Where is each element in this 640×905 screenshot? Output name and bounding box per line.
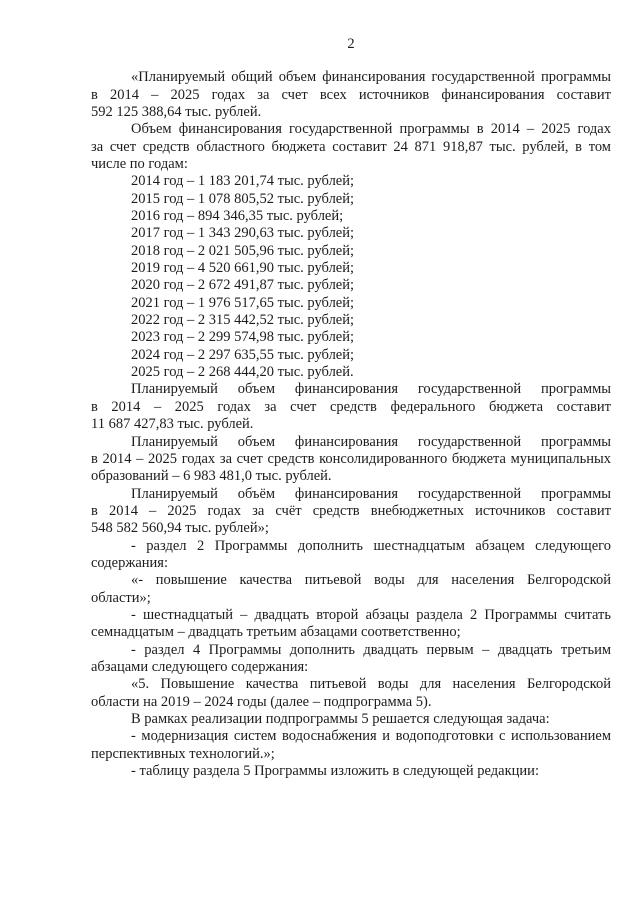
paragraph-quote — [91, 676, 611, 711]
year-item — [91, 277, 611, 294]
text-line: Планируемый объем финансирования государственной программы — [131, 381, 611, 398]
text-line: 2020 год – 2 672 491,87 тыс. рублей; — [131, 277, 355, 294]
text-line: 2025 год – 2 268 444,20 тыс. рублей. — [131, 364, 354, 381]
year-item — [91, 312, 611, 329]
text-line: 2018 год – 2 021 505,96 тыс. рублей; — [131, 242, 355, 259]
year-item — [91, 260, 611, 277]
text-line: 2014 год – 1 183 201,74 тыс. рублей; — [131, 173, 355, 190]
year-item — [91, 295, 611, 312]
paragraph-federal-budget — [91, 381, 611, 433]
year-item — [91, 225, 611, 242]
text-line: 2016 год – 894 346,35 тыс. рублей; — [131, 208, 344, 225]
text-line: 592 125 388,64 тыс. рублей. — [91, 103, 262, 120]
text-line: абзацами следующего содержания: — [91, 658, 309, 675]
text-line: в 2014 – 2025 годах за счет всех источников финансирования составит — [91, 86, 611, 103]
text-line: - раздел 4 Программы дополнить двадцать первым – двадцать третьим — [131, 641, 611, 658]
text-line: «- повышение качества питьевой воды для населения Белгородской — [131, 572, 611, 589]
text-line: содержания: — [91, 554, 169, 571]
text-line: области»; — [91, 589, 151, 606]
text-line: В рамках реализации подпрограммы 5 решается следующая задача: — [131, 711, 550, 728]
year-item — [91, 347, 611, 364]
text-line: за счет средств областного бюджета составит 24 871 918,87 тыс. рублей, в том — [91, 138, 611, 155]
document-body — [91, 69, 611, 780]
paragraph-quote — [91, 711, 611, 728]
text-line: 2023 год – 2 299 574,98 тыс. рублей; — [131, 329, 355, 346]
year-item — [91, 191, 611, 208]
text-line: «Планируемый общий объем финансирования государственной программы — [131, 69, 611, 86]
year-item — [91, 329, 611, 346]
text-line: - шестнадцатый – двадцать второй абзацы раздела 2 Программы считать — [131, 606, 611, 623]
paragraph-amendment — [91, 538, 611, 573]
text-line: области на 2019 – 2024 годы (далее – подпрограмма 5). — [91, 693, 432, 710]
text-line: Планируемый объем финансирования государственной программы — [131, 433, 611, 450]
paragraph-amendment — [91, 763, 611, 780]
text-line: в 2014 – 2025 годах за счет средств федерального бюджета составит — [91, 398, 611, 415]
text-line: - модернизация систем водоснабжения и водоподготовки с использованием — [131, 728, 611, 745]
paragraph-amendment — [91, 607, 611, 642]
year-item — [91, 364, 611, 381]
year-item — [91, 208, 611, 225]
text-line: 2019 год – 4 520 661,90 тыс. рублей; — [131, 260, 355, 277]
year-item — [91, 243, 611, 260]
year-item — [91, 173, 611, 190]
paragraph-amendment — [91, 642, 611, 677]
text-line: перспективных технологий.»; — [91, 745, 275, 762]
paragraph-total-funding — [91, 69, 611, 121]
text-line: Объем финансирования государственной программы в 2014 – 2025 годах — [131, 121, 611, 138]
text-line: «5. Повышение качества питьевой воды для населения Белгородской — [131, 676, 611, 693]
text-line: семнадцатым – двадцать третьим абзацами соответственно; — [91, 624, 461, 641]
text-line: - таблицу раздела 5 Программы изложить в следующей редакции: — [131, 763, 539, 780]
text-line: в 2014 – 2025 годах за счёт средств внебюджетных источников составит — [91, 502, 611, 519]
text-line: образований – 6 983 481,0 тыс. рублей. — [91, 468, 332, 485]
page-number: 2 — [347, 36, 355, 52]
text-line: Планируемый объём финансирования государственной программы — [131, 485, 611, 502]
paragraph-quote — [91, 728, 611, 763]
paragraph-municipal-budget — [91, 434, 611, 486]
text-line: 2021 год – 1 976 517,65 тыс. рублей; — [131, 294, 355, 311]
text-line: 548 582 560,94 тыс. рублей»; — [91, 520, 269, 537]
text-line: в 2014 – 2025 годах за счет средств консолидированного бюджета муниципальных — [91, 450, 611, 467]
text-line: 11 687 427,83 тыс. рублей. — [91, 416, 254, 433]
paragraph-regional-budget — [91, 121, 611, 173]
paragraph-extrabudgetary — [91, 486, 611, 538]
text-line: числе по годам: — [91, 156, 188, 173]
text-line: 2017 год – 1 343 290,63 тыс. рублей; — [131, 225, 355, 242]
text-line: 2024 год – 2 297 635,55 тыс. рублей; — [131, 346, 355, 363]
text-line: 2022 год – 2 315 442,52 тыс. рублей; — [131, 312, 355, 329]
text-line: 2015 год – 1 078 805,52 тыс. рублей; — [131, 190, 355, 207]
text-line: - раздел 2 Программы дополнить шестнадцатым абзацем следующего — [131, 537, 611, 554]
paragraph-quote — [91, 572, 611, 607]
